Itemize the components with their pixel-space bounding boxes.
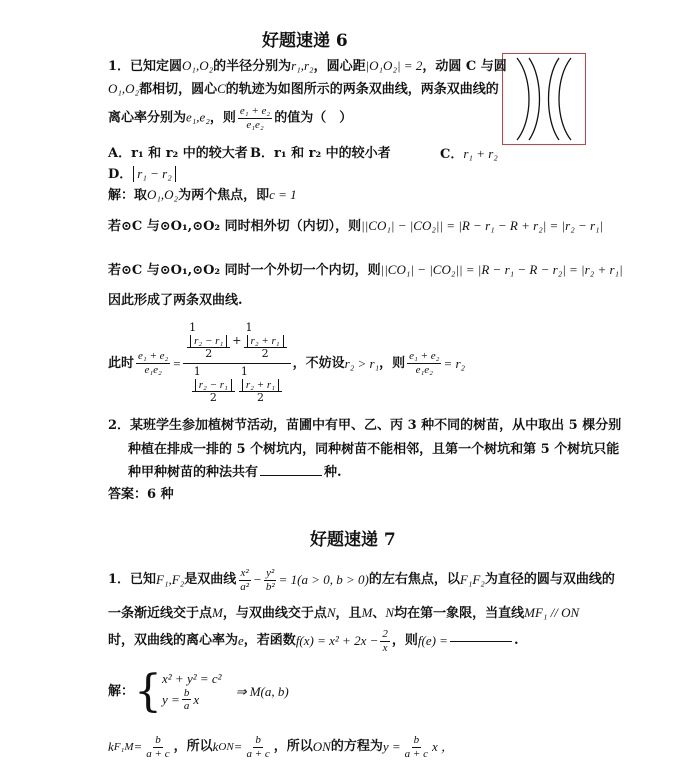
math-k: k (212, 739, 219, 755)
q1-text: ，若函数 (243, 633, 296, 649)
option-label: A． (108, 146, 132, 161)
q2-text: 种. (324, 465, 342, 480)
equals-sign: = (133, 739, 143, 755)
equation-system (162, 671, 222, 713)
fraction-denominator: e₁e₂ (144, 363, 162, 376)
q1-text: 的左右焦点，以 (368, 572, 460, 588)
solution-line (108, 187, 297, 204)
q2-line-1: 2．某班学生参加植树节活动，苗圃中有甲、乙、丙 3 种不同的树苗，从中取出 5 棵分别 (108, 418, 622, 433)
complex-fraction (183, 322, 291, 405)
hyperbola-curves (503, 54, 585, 144)
plus-sign: + (232, 334, 242, 348)
complex-denominator (188, 364, 286, 405)
math-n: N (385, 605, 395, 620)
complex-numerator (183, 322, 291, 364)
abs-r2-plus-r1: r₂ + r₁ (247, 335, 284, 348)
fraction-denominator: x (382, 641, 388, 654)
conclusion-line: 因此形成了两条双曲线. (108, 293, 243, 308)
math-sub: ON (218, 740, 234, 753)
solution-label: 解： (108, 684, 135, 700)
equation-1: x² + y² = c² (162, 671, 222, 687)
complex-fraction-line (108, 322, 465, 405)
hyperbola-figure (502, 53, 586, 145)
fraction-denominator: a + c (146, 747, 170, 760)
math-on: ON (312, 739, 331, 755)
abs-r2-minus-r1: r₂ − r₁ (190, 335, 227, 348)
math-c: C (217, 81, 226, 96)
section-6-title: 好题速递 6 (262, 31, 348, 51)
fraction-numerator: b (155, 734, 161, 746)
digit: 1 (189, 321, 197, 334)
digit: 1 (245, 321, 253, 334)
fraction-denominator: a (183, 700, 190, 713)
math-e: e (238, 633, 244, 649)
s7-solution-system (108, 666, 289, 717)
fraction-denominator: a + c (404, 747, 428, 760)
option-text: r₁ + r₂ (463, 146, 498, 161)
math-f1f2: F₁,F₂ (156, 572, 185, 588)
fraction-denominator: 2 (205, 347, 213, 361)
q1-text: 为直径的圆与双曲线的 (484, 572, 615, 588)
fraction (182, 687, 192, 713)
fraction (187, 322, 230, 361)
math-sub: F₁M (113, 740, 134, 753)
section-7-title: 好题速递 7 (310, 530, 396, 550)
fraction (239, 366, 282, 405)
q1-text: 都相切，圆心 (139, 82, 218, 97)
fraction-numerator (192, 366, 235, 392)
math-r1r2: r₁,r₂ (291, 58, 314, 73)
digit: 1 (193, 364, 201, 378)
solution-text: 此时 (108, 355, 135, 371)
option-label: B． (250, 146, 274, 161)
math-expression: ||CO₁| − |CO₂|| = |R − r₁ − R + r₂| = |r₂ − r₁| (361, 218, 604, 233)
fraction-numerator: y² (266, 567, 275, 579)
solution-text: ，则 (379, 355, 406, 371)
mixed-tangent-line (108, 262, 623, 279)
external-tangent-line (108, 218, 603, 235)
solution-text: ，所以 (173, 739, 213, 755)
math-o1o2: O₁,O₂ (108, 81, 140, 96)
option-text: r₁ − r₂ (133, 166, 175, 182)
fraction-denominator: a + c (246, 747, 270, 760)
fraction-denominator: e₁e₂ (246, 118, 264, 131)
q2-line-2: 种植在排成一排的 5 个树坑内，同种树苗不能相邻，且第一个树坑和第 5 个树坑只能 (128, 442, 620, 457)
math-text: y = (162, 692, 180, 707)
q1-text: 的轨迹为如图所示的两条双曲线，两条双曲线的 (225, 82, 499, 97)
option-a (108, 146, 248, 162)
option-b (250, 146, 391, 162)
option-c (440, 146, 498, 163)
math-k: k (108, 739, 114, 755)
q2-text: 种甲种树苗的种法共有 (128, 465, 259, 480)
option-text: r₁ 和 r₂ 中的较大者 (131, 146, 248, 161)
fraction (244, 322, 287, 361)
fraction (238, 567, 251, 593)
q1-text: 离心率分别为 (108, 110, 187, 126)
fraction-numerator: 2 (382, 628, 388, 640)
fraction (136, 350, 170, 376)
fraction-numerator: b (413, 734, 420, 746)
math-expression: ||CO₁| − |CO₂|| = |R − r₁ − R − r₂| = |r₂ + r₁| (380, 262, 623, 277)
q1-text: ，则 (391, 633, 418, 649)
fraction-denominator: a² (240, 580, 250, 593)
q1-text: 的值为（ ） (274, 110, 353, 126)
s7-q1-line-3: 时，双曲线的离心率为 e ，若函数 f(x) = x² + 2x − $\frac{2}{x}$ ，则 f(e) = . (108, 628, 519, 654)
s7-q1-line-1: 1．已知 F₁,F₂ 是双曲线 $\frac{\text{x²}}{\text{a²}}$ − $\frac{\text{y²}}{\text{b²}}$ = 1(a > 0, b > 0) 的左右焦点，以 F₁F₂ 为直径的圆与双曲线的 (108, 567, 615, 593)
equation-2 (162, 687, 222, 713)
q2-line-3 (128, 465, 342, 481)
fraction (144, 734, 171, 760)
q2-answer: 答案：6 种 (108, 487, 174, 502)
fraction-numerator: e₁ + e₂ (409, 350, 440, 363)
answer-blank (260, 475, 322, 476)
q1-text: 一条渐近线交于点 (108, 606, 213, 621)
equals-sign: = (233, 739, 243, 755)
fraction (264, 567, 277, 593)
math-distance: |O₁O₂| = 2 (365, 58, 423, 73)
fraction-denominator: 2 (256, 391, 264, 405)
math-m: M (361, 605, 373, 620)
solution-text: 解：取 (108, 188, 148, 203)
option-d (108, 166, 177, 183)
fraction-denominator: 2 (261, 347, 269, 361)
q1-text: 1．已知 (108, 572, 157, 588)
option-label: C． (440, 147, 464, 162)
math-r2-gt-r1: r₂ > r₁ (344, 355, 380, 371)
q1-text: ，且 (335, 606, 362, 621)
fraction (192, 366, 235, 405)
fraction-denominator: 2 (209, 391, 217, 405)
option-label: D． (108, 167, 133, 182)
math-e1e2: e₁,e₂ (186, 109, 210, 125)
q1-text: ，与双曲线交于点 (222, 606, 327, 621)
fraction (238, 105, 272, 131)
math-o1o2: O₁,O₂ (182, 58, 214, 73)
math-parallel: MF₁ // ON (524, 605, 580, 620)
fraction-numerator: x² (240, 567, 249, 579)
math-o1o2: O₁,O₂ (147, 187, 179, 202)
solution-text: ，不妨设 (292, 355, 345, 371)
left-brace: { (134, 666, 163, 717)
digit: 1 (240, 364, 248, 378)
math-function: f(x) = x² + 2x − (295, 633, 379, 649)
q1-text: ，则 (209, 110, 236, 126)
fraction-denominator: b² (265, 580, 275, 593)
math-m: M (212, 605, 223, 620)
q1-line-1 (108, 58, 507, 75)
math-text: x (193, 692, 200, 707)
math-result: = r₂ (443, 355, 466, 371)
fraction (403, 734, 430, 760)
q1-text: ，圆心距 (313, 59, 366, 74)
fraction-numerator: e₁ + e₂ (239, 105, 271, 117)
math-condition: = 1(a > 0, b > 0) (278, 572, 369, 588)
fraction-numerator (239, 366, 282, 392)
abs-r2-plus-r1: r₂ + r₁ (242, 379, 279, 392)
option-text: r₁ 和 r₂ 中的较小者 (274, 146, 391, 161)
q1-line-3 (108, 105, 352, 131)
fraction-denominator: e₁e₂ (415, 363, 433, 376)
solution-text: 的方程为 (330, 739, 383, 755)
solution-text: 为两个焦点，即 (178, 188, 270, 203)
math-text: x ， (431, 739, 454, 755)
solution-text: ，所以 (273, 739, 313, 755)
q1-text: 是双曲线 (184, 572, 237, 588)
q1-text: 均在第一象限，当直线 (394, 606, 525, 621)
equals-sign: = (172, 355, 182, 371)
fraction (380, 628, 390, 654)
q1-text: 1．已知定圆 (108, 59, 183, 74)
math-text: y = (382, 739, 401, 755)
implies-result: ⇒ M(a, b) (235, 684, 289, 700)
math-n: N (326, 605, 336, 620)
s7-q1-line-2 (108, 605, 579, 622)
fraction (407, 350, 441, 376)
fraction-numerator (187, 322, 230, 348)
s7-slope-line (108, 734, 454, 760)
math-fe: f(e) = (417, 633, 448, 649)
fraction (244, 734, 271, 760)
fraction-numerator (244, 322, 287, 348)
fraction-numerator: b (255, 734, 261, 746)
q1-text: 、 (372, 606, 386, 621)
solution-text: 若⊙C 与⊙O₁,⊙O₂ 同时一个外切一个内切，则 (108, 263, 381, 278)
math-c1: c = 1 (269, 187, 297, 202)
q1-line-2 (108, 81, 499, 98)
math-f1f2: F₁F₂ (459, 572, 485, 588)
fraction-numerator: b (183, 686, 190, 699)
abs-r2-minus-r1: r₂ − r₁ (195, 379, 232, 392)
fraction-numerator: e₁ + e₂ (138, 350, 169, 363)
q1-text: ，动圆 C 与圆 (422, 59, 507, 74)
q1-text: 的半径分别为 (213, 59, 292, 74)
answer-blank (450, 641, 512, 642)
solution-text: 若⊙C 与⊙O₁,⊙O₂ 同时相外切（内切），则 (108, 219, 362, 234)
q1-text: 时，双曲线的离心率为 (108, 633, 239, 649)
